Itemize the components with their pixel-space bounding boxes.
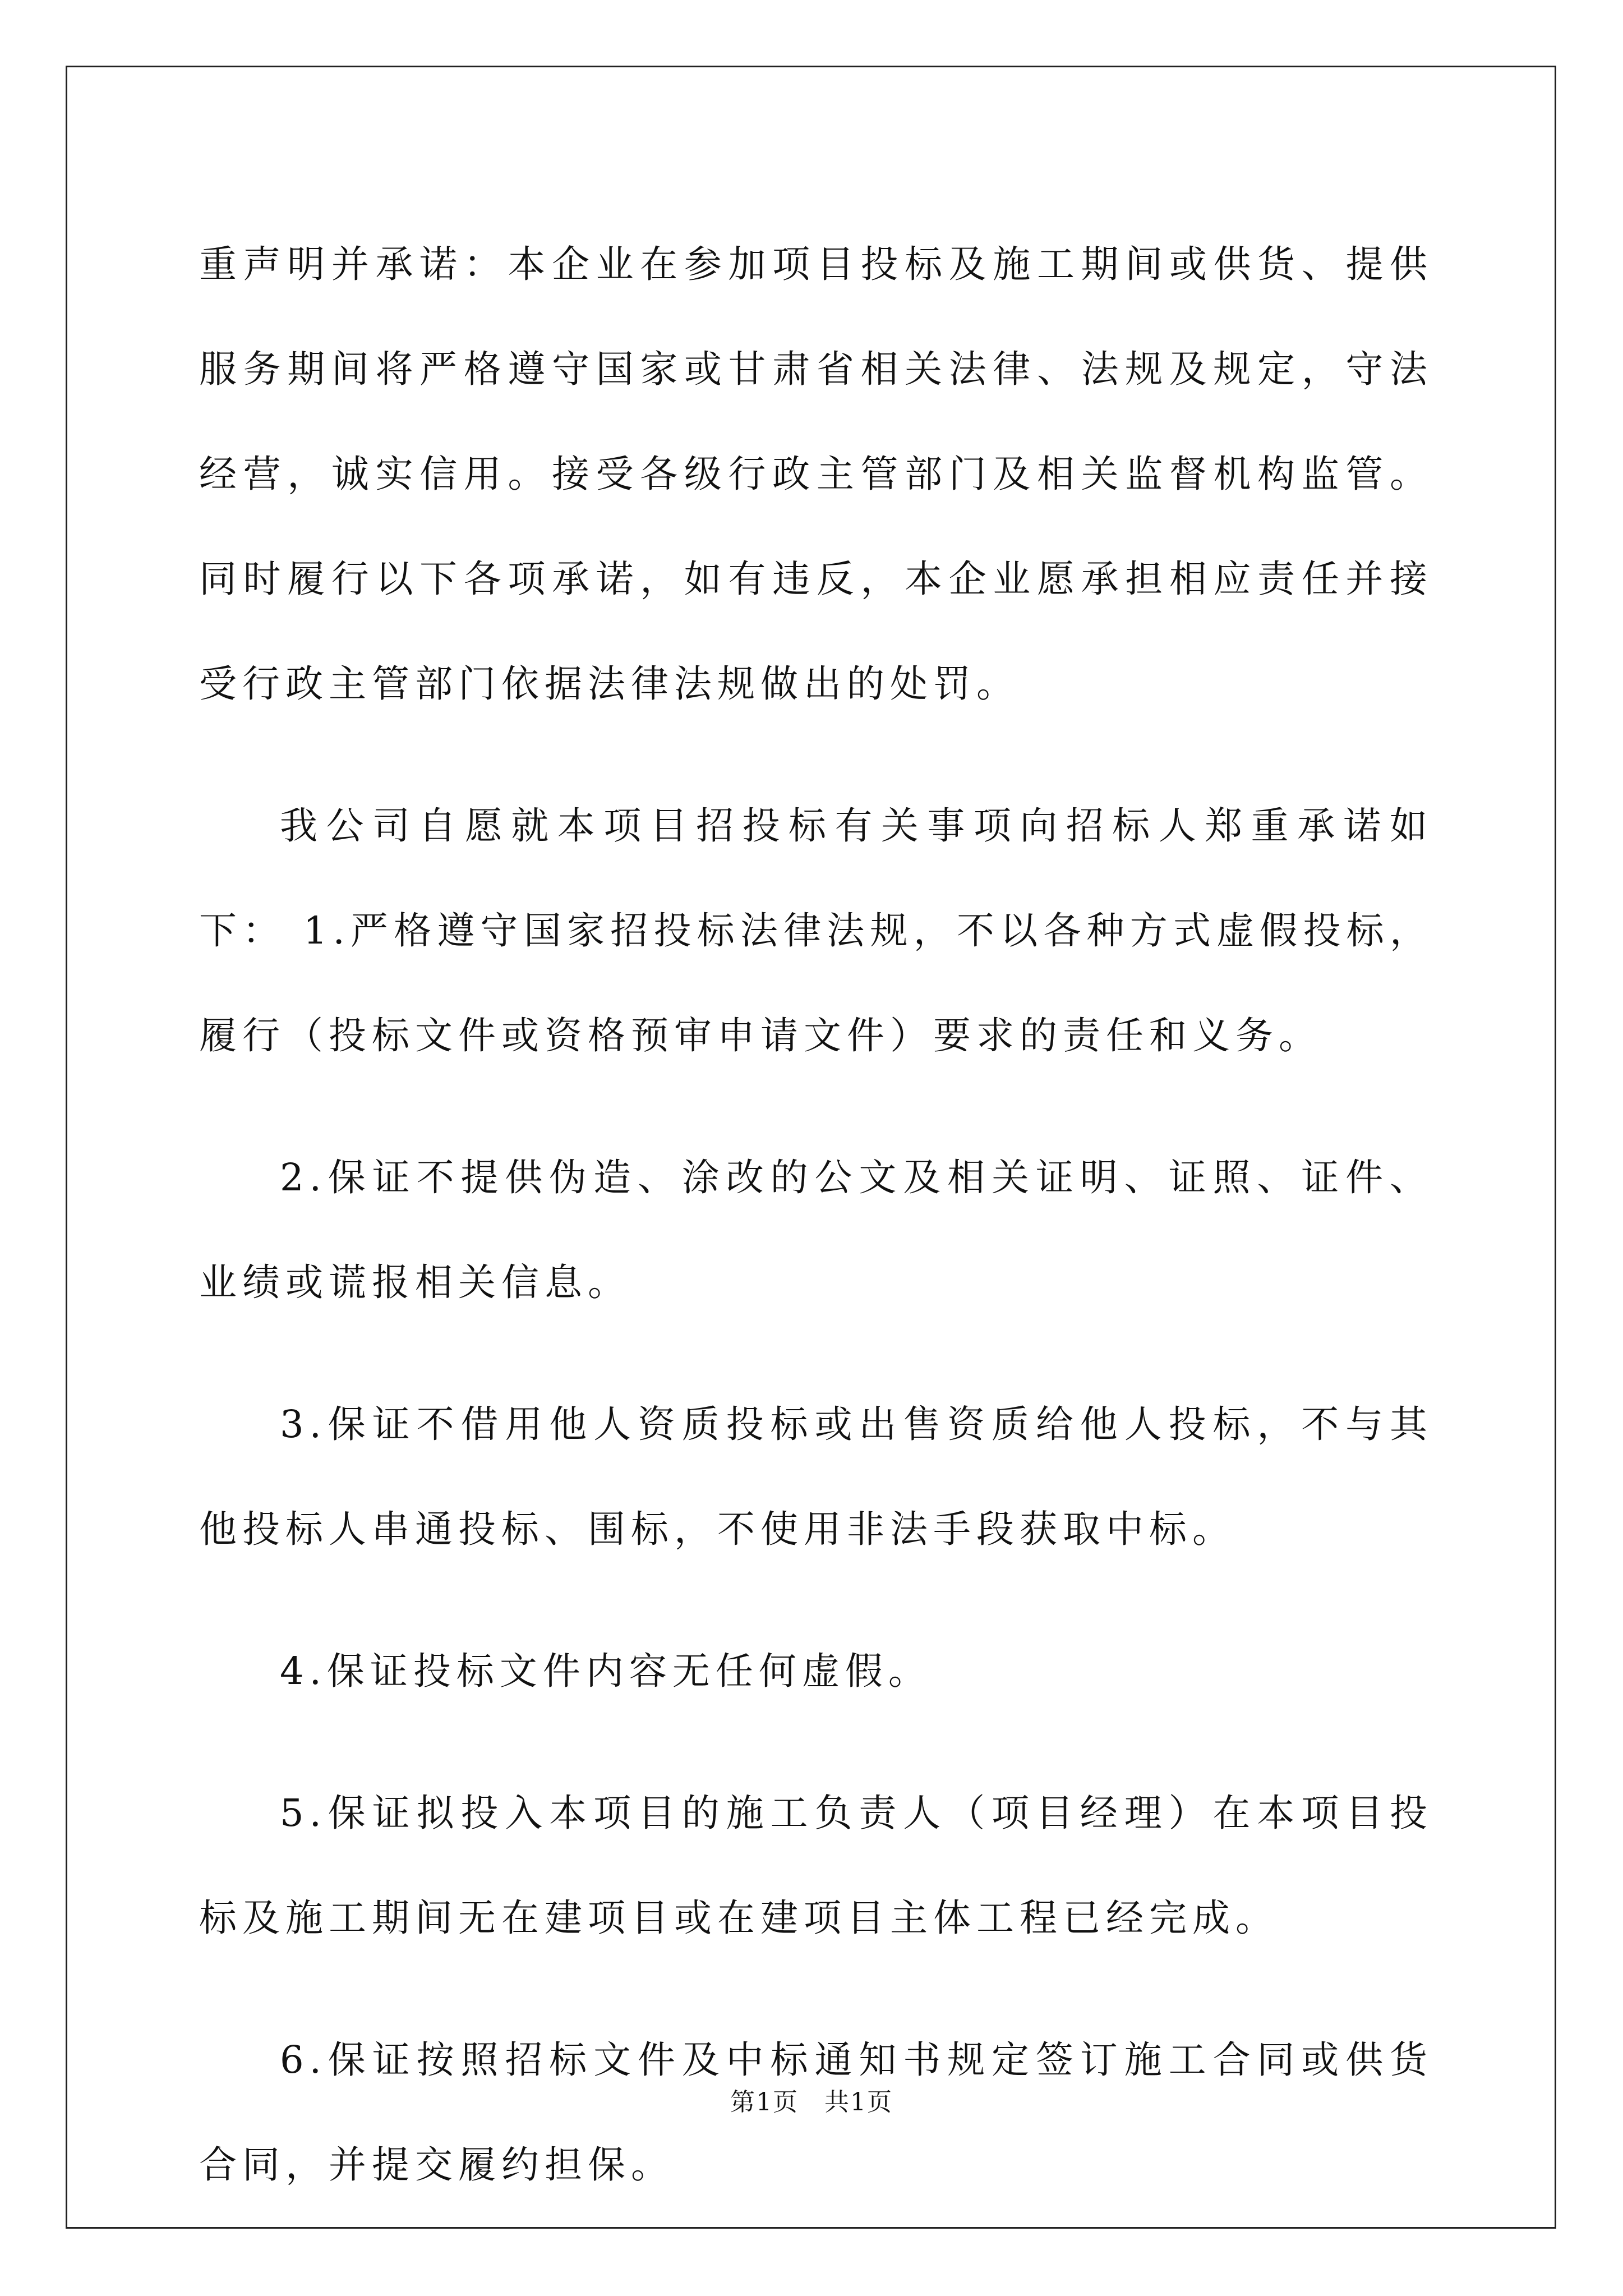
document-body	[199, 212, 1433, 2254]
paragraph-commitment-4: 4.保证投标文件内容无任何虚假。	[280, 1649, 932, 1693]
paragraph-declaration: 重声明并承诺：本企业在参加项目投标及施工期间或供货、提供服务期间将严格遵守国家或甘肃省相关法律、法规及规定，守法经营，诚实信用。接受各级行政主管部门及相关监督机构监管。同时履行以下各项承诺，如有违反，本企业愿承担相应责任并接受行政主管部门依据法律法规做出的处罚。	[199, 242, 1433, 706]
paragraph-commitment-5: 5.保证拟投入本项目的施工负责人（项目经理）在本项目投标及施工期间无在建项目或在建项目主体工程已经完成。	[199, 1791, 1433, 1940]
paragraph-commitment-6: 6.保证按照招标文件及中标通知书规定签订施工合同或供货合同，并提交履约担保。	[199, 2038, 1433, 2187]
paragraph-commitment-1: 我公司自愿就本项目招投标有关事项向招标人郑重承诺如下： 1.严格遵守国家招投标法律法规，不以各种方式虚假投标，履行（投标文件或资格预审申请文件）要求的责任和义务。	[199, 804, 1433, 1057]
paragraph-commitment-2: 2.保证不提供伪造、涂改的公文及相关证明、证照、证件、业绩或谎报相关信息。	[199, 1156, 1433, 1304]
paragraph-commitment-3: 3.保证不借用他人资质投标或出售资质给他人投标，不与其他投标人串通投标、围标，不使用非法手段获取中标。	[199, 1402, 1433, 1551]
page-footer: 第1页 共1页	[730, 2088, 893, 2116]
